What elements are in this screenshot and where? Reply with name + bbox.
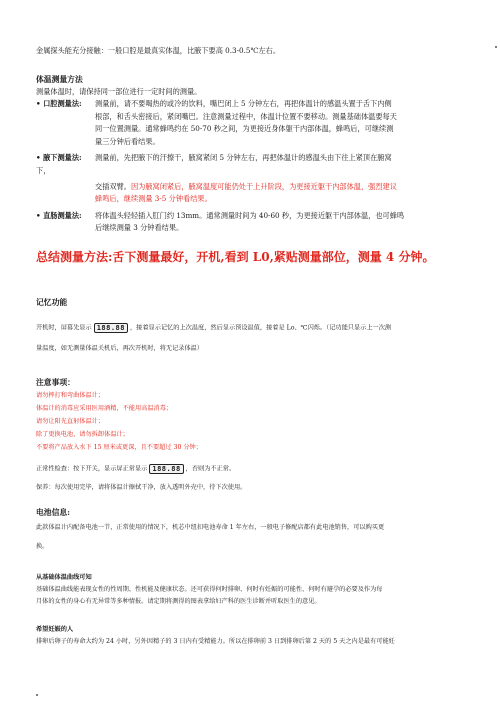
pregnancy-line: 排卵后卵子的寿命大约为 24 小时，另外因精子的 3 日内有受精能力。所以在排卵前 3 日到排卵后第 2 天的 5 天之内是最有可能妊 [36,638,395,645]
page-mark [36,694,38,696]
lcd-display-icon: 188.88 [149,464,183,474]
axilla-line: 蜂鸣后，继续测量 3-5 分钟看结果。 [95,194,212,203]
note-item: 体温计的消毒应采用医用酒精，不能用高温消毒； [36,405,173,412]
page-mark [495,46,497,48]
battery-line: 换。 [36,543,49,550]
summary-line: 总结测量方法:舌下测量最好，开机,看到 L0,紧贴测量部位，测量 4 分钟。 [36,250,435,264]
rectal-line: 后继续测量 3 分钟看结果。 [95,223,184,232]
axilla-line: 测量前，先把腋下的汗擦干，腋窝紧闭 5 分钟左右，再把体温计的感温头由下往上紧顶在腑窝 [95,153,392,162]
note-item: 请勿摔打和弯曲体温计； [36,392,105,399]
oral-line: 测量前，请不要喝热的或冷的饮料，嘴巴闭上 5 分钟左右，再把体温计的感温头置于舌下内侧 [95,99,392,108]
oral-line: 根部，和舌头密接后，紧闭嘴巴。注意测量过程中，体温计位置不要移动。测量基础体温要每天 [95,112,397,121]
note-item: 请勿让阳光直射体温计； [36,418,105,425]
memory-line: 量温度，如无测量体温关机后，再次开机时，将无记录体温） [36,345,204,352]
memory-line: 开机时，屏幕先显示 188.88 ，接着显示记忆的上次温度，然后显示预设温值，接着是 Lo、℃闪烁。（记功能只显示上一次测 [36,324,392,332]
axilla-label: • 腋下测量法: [36,153,82,162]
memory-heading: 记忆功能 [36,298,68,307]
care-line: 保养：每次使用完毕，请将体温计擦拭干净，放入透明外壳中，待下次使用。 [36,484,247,491]
pregnancy-heading: 希望妊娠的人 [36,626,74,633]
bbt-heading: 从基础体温曲线可知 [36,574,92,581]
lcd-display-icon: 188.88 [94,323,128,333]
axilla-line: 下， [36,166,51,175]
note-item: 不要将产品放入水下 15 厘米或更深，且不要超过 30 分钟； [36,444,202,451]
rectal-label: • 直肠测量法: [36,211,82,220]
method-heading: 体温测量方法 [36,75,83,84]
oral-line: 同一位置测量。通常蜂鸣约在 50-70 秒之间，为更接近身体躯干内部体温，蜂鸣后，可继续测 [95,124,394,133]
rectal-line: 将体温头轻轻插入肛门约 13mm。通常测量时间为 40-60 秒，为更接近躯干内部体温，也可蜂鸣 [95,211,405,220]
bbt-line: 基础体温曲线能表现女性的性周期、性机能及健康状态。还可获得何时排卵、何时有妊娠的可能性、何时有避孕的必要及作为每 [36,586,383,593]
oral-line: 量三分钟后看结果。 [95,137,160,146]
probe-line: 金属探头能充分接触：一般口腔是最真实体温，比腋下要高 0.3-0.5℃左右。 [36,46,281,55]
check-line: 正常性检查：按下开关，显示屏正常显示 188.88 ，否则为不正常。 [36,465,236,473]
bbt-line: 月体的女性的身心有无异常等多种情报。请定期将测得的图表拿给妇产科的医生诊断并听取医生的意见。 [36,598,321,605]
method-intro: 测量体温时，请保持同一部位进行一定时间的测量。 [36,87,202,96]
axilla-line: 交插双臂。因为腋窝闭紧后，腋窝温度可能仍处于上升阶段，为更接近躯干内部体温，强烈建议 [95,182,397,191]
battery-line: 此款体温计内配备电池一节，正常使用的情况下，机芯中纽扣电池寿命 1 年左右，一般电子修配店都有此电池销售，可以购买更 [36,524,385,531]
notes-heading: 注意事项： [36,378,75,387]
note-item: 除了更换电池，请勿拆卸体温计； [36,431,129,438]
battery-heading: 电池信息: [36,508,71,517]
oral-label: • 口腔测量法: [36,99,82,108]
